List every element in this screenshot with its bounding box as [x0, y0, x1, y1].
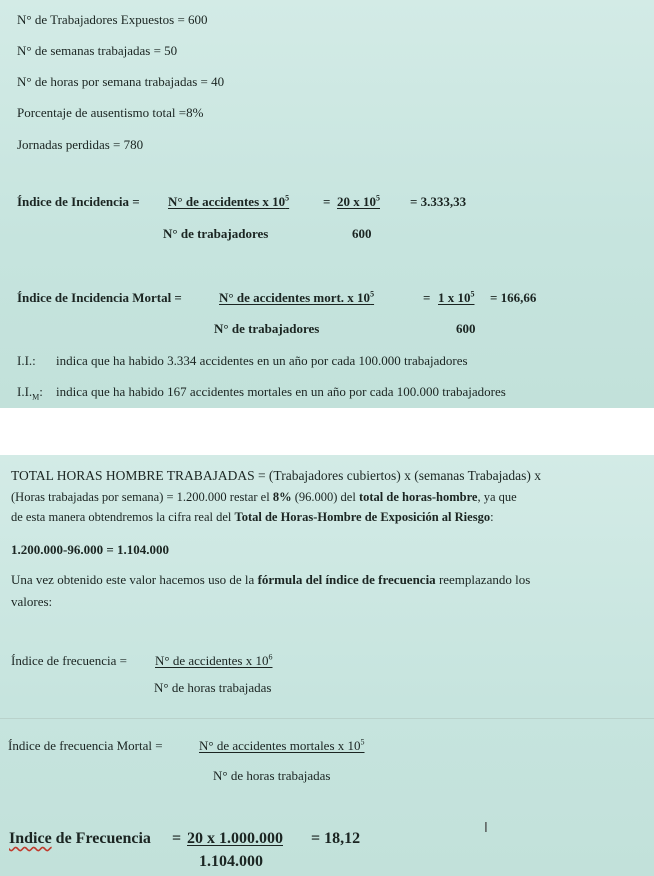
ii-text: indica que ha habido 3.334 accidentes en un año por cada 100.000 trabajadores — [56, 353, 468, 368]
formula-result: = 3.333,33 — [410, 194, 467, 209]
final-numerator: 20 x 1.000.000 — [187, 830, 283, 847]
formula-calc-numerator: 20 x $10^5$ — [337, 194, 380, 210]
para-total-horas-line3: de esta manera obtendremos la cifra real del Total de Horas-Hombre de Exposición al Riesgo: — [11, 510, 494, 524]
line-semanas: N° de semanas trabajadas = 50 — [17, 43, 178, 58]
screenshot-bottom — [0, 455, 654, 876]
text-cursor-icon: I — [484, 821, 488, 836]
formula-numerator: N° de accidentes x $10^5$ — [168, 194, 290, 210]
line-ausentismo: Porcentaje de ausentismo total =8% — [17, 105, 204, 120]
para-formula-line2: valores: — [11, 594, 53, 609]
final-label: Indice de Frecuencia — [9, 830, 151, 847]
formula-equals: = — [323, 194, 331, 209]
formula-denominator: N° de horas trabajadas — [213, 768, 331, 783]
calc-total-horas: 1.200.000-96.000 = 1.104.000 — [11, 542, 169, 557]
line-horas: N° de horas por semana trabajadas = 40 — [17, 74, 225, 89]
iim-label: $I.I._M$: — [17, 384, 43, 402]
iim-text: indica que ha habido 167 accidentes mortales en un año por cada 100.000 trabajadores — [56, 384, 506, 399]
screenshot-top — [0, 0, 654, 408]
para-formula-line1: Una vez obtenido este valor hacemos uso de la fórmula del índice de frecuencia reemplazando los — [11, 572, 531, 587]
final-result: = 18,12 — [311, 830, 361, 847]
para-total-horas-line1: TOTAL HORAS HOMBRE TRABAJADAS = (Trabajadores cubiertos) x (semanas Trabajadas) x — [11, 468, 541, 483]
formula-label: Índice de Incidencia Mortal = — [17, 290, 182, 305]
formula-label: Índice de Incidencia = — [17, 194, 140, 209]
formula-label: Índice de frecuencia = — [11, 653, 127, 668]
final-denominator: 1.104.000 — [199, 853, 263, 869]
formula-label: Índice de frecuencia Mortal = — [8, 738, 163, 753]
formula-calc-numerator: 1 x $10^5$ — [438, 290, 475, 306]
formula-denominator: N° de trabajadores — [163, 226, 269, 241]
formula-numerator: N° de accidentes mort. x $10^5$ — [219, 290, 375, 306]
formula-denominator: N° de trabajadores — [214, 321, 320, 336]
formula-result: = 166,66 — [490, 290, 537, 305]
ii-label: I.I.: — [17, 353, 36, 368]
formula-numerator: N° de accidentes x $10^6$ — [155, 653, 273, 669]
para-total-horas-line2: (Horas trabajadas por semana) = 1.200.000 restar el 8% (96.000) del total de horas-hombre, ya que — [11, 490, 517, 504]
formula-calc-denominator: 600 — [456, 321, 476, 336]
formula-equals: = — [423, 290, 431, 305]
line-jornadas: Jornadas perdidas = 780 — [17, 137, 144, 152]
final-equals: = — [172, 830, 182, 847]
formula-numerator: N° de accidentes mortales x $10^5$ — [199, 738, 365, 754]
formula-calc-denominator: 600 — [352, 226, 372, 241]
formula-denominator: N° de horas trabajadas — [154, 680, 272, 695]
line-trabajadores: N° de Trabajadores Expuestos = 600 — [17, 12, 208, 27]
row-divider — [0, 718, 654, 719]
